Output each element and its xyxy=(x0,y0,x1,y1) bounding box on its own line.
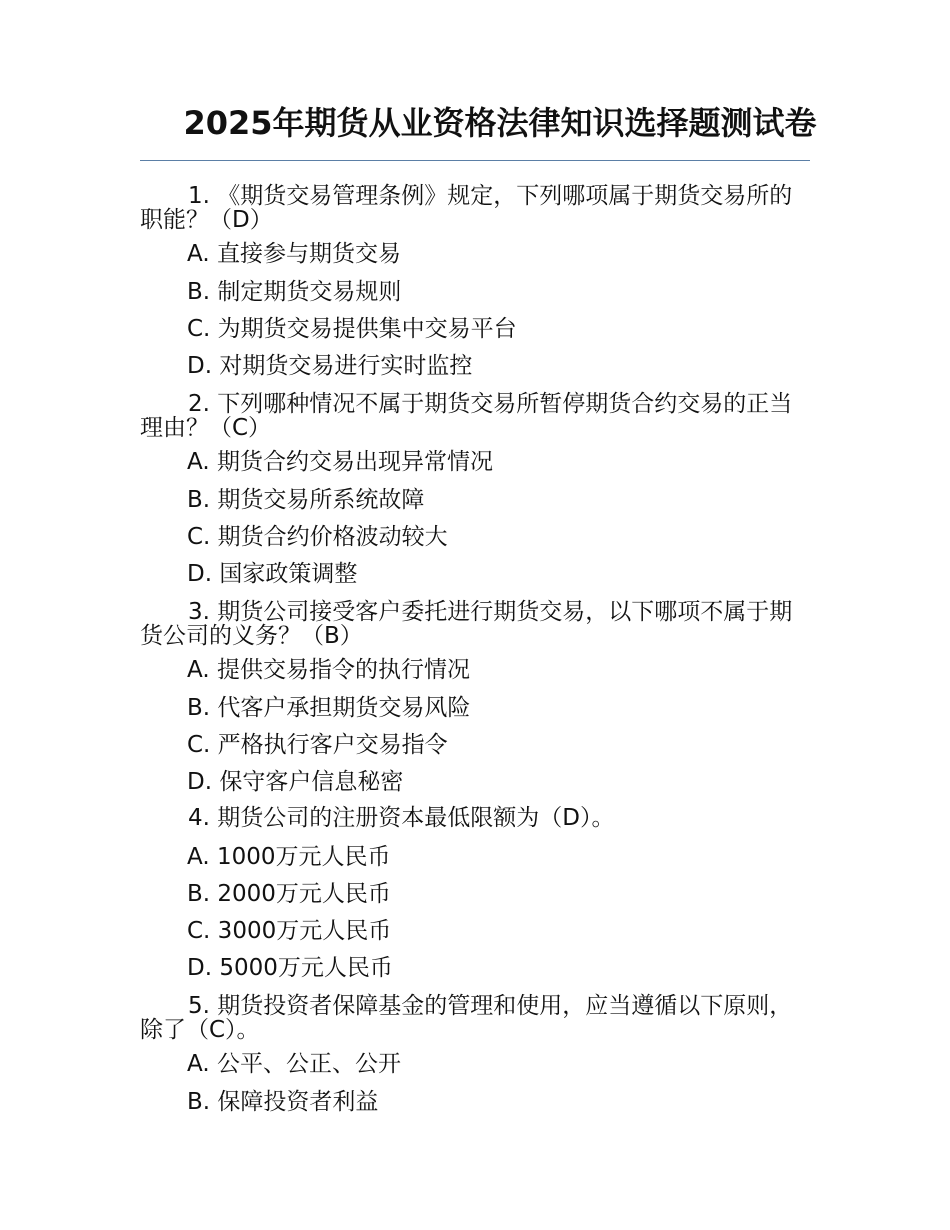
question-1-option-b: B. 制定期货交易规则 xyxy=(187,279,402,305)
question-3: 3. 期货公司接受客户委托进行期货交易，以下哪项不属于期货公司的义务？（B） xyxy=(140,599,793,649)
question-2: 2. 下列哪种情况不属于期货交易所暂停期货合约交易的正当理由？（C） xyxy=(140,391,793,441)
question-1: 1. 《期货交易管理条例》规定，下列哪项属于期货交易所的职能？（D） xyxy=(140,183,793,233)
question-2-option-c: C. 期货合约价格波动较大 xyxy=(187,524,448,550)
question-3-option-c: C. 严格执行客户交易指令 xyxy=(187,732,448,758)
question-4-option-b: B. 2000万元人民币 xyxy=(187,881,391,907)
question-5-option-b: B. 保障投资者利益 xyxy=(187,1089,379,1115)
question-5: 5. 期货投资者保障基金的管理和使用，应当遵循以下原则，除了（C）。 xyxy=(140,993,793,1043)
question-4: 4. 期货公司的注册资本最低限额为（D）。 xyxy=(188,805,615,831)
question-2-option-b: B. 期货交易所系统故障 xyxy=(187,487,425,513)
title-divider xyxy=(140,160,810,161)
question-1-option-a: A. 直接参与期货交易 xyxy=(187,241,401,267)
question-3-option-d: D. 保守客户信息秘密 xyxy=(187,769,404,795)
question-4-option-c: C. 3000万元人民币 xyxy=(187,918,392,944)
question-3-option-a: A. 提供交易指令的执行情况 xyxy=(187,657,470,683)
question-1-option-d: D. 对期货交易进行实时监控 xyxy=(187,353,473,379)
question-4-option-a: A. 1000万元人民币 xyxy=(187,844,391,870)
question-3-option-b: B. 代客户承担期货交易风险 xyxy=(187,695,471,721)
question-1-option-c: C. 为期货交易提供集中交易平台 xyxy=(187,316,517,342)
document-title: 2025年期货从业资格法律知识选择题测试卷 xyxy=(183,104,817,142)
question-2-option-d: D. 国家政策调整 xyxy=(187,561,358,587)
question-5-option-a: A. 公平、公正、公开 xyxy=(187,1051,401,1077)
question-4-option-d: D. 5000万元人民币 xyxy=(187,955,393,981)
question-2-option-a: A. 期货合约交易出现异常情况 xyxy=(187,449,493,475)
